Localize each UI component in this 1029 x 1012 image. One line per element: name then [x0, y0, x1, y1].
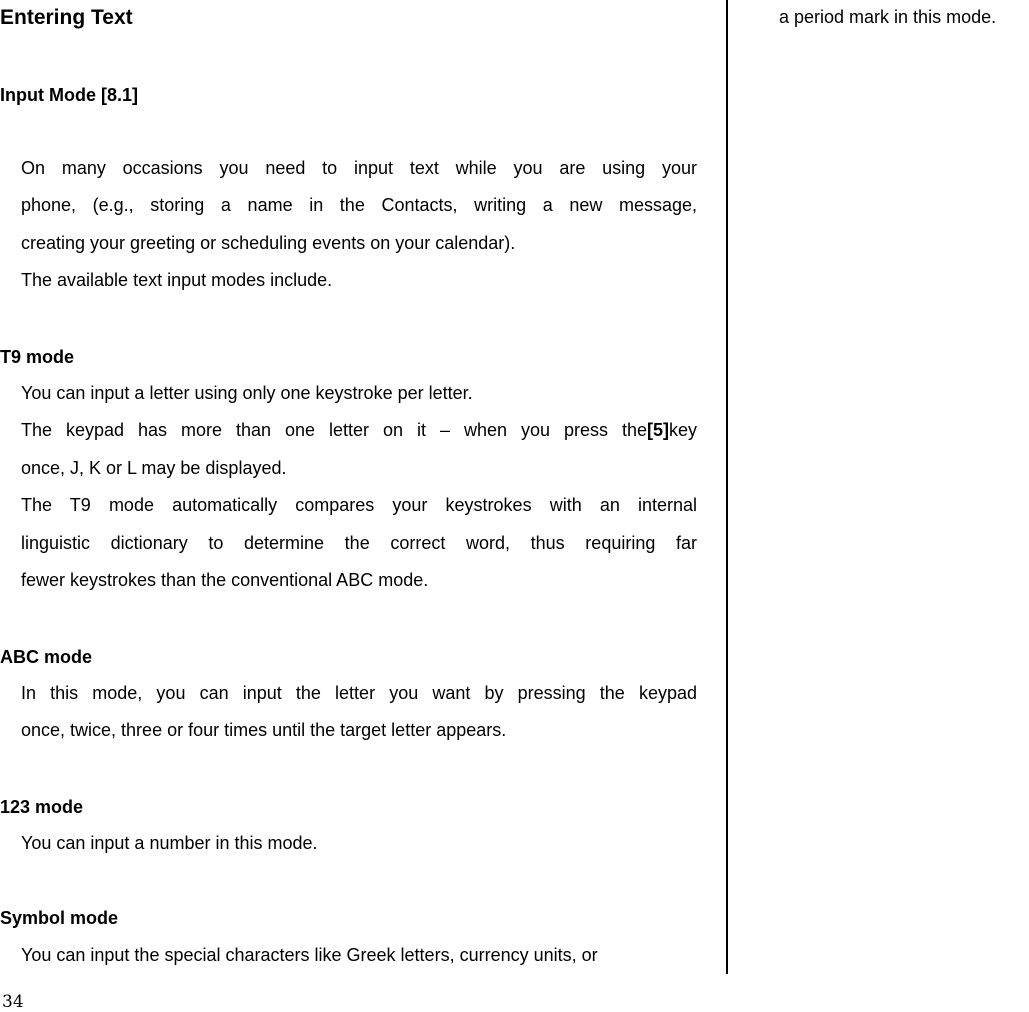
- t9-mode-body: [21, 375, 697, 599]
- input-mode-intro: [21, 150, 697, 300]
- symbol-line: You can input the special characters like Greek letters, currency units, or: [21, 945, 598, 965]
- abc-line: In this mode, you can input the letter you want by pressing the keypad: [21, 683, 697, 703]
- t9-key-line-text: The keypad has more than one letter on it – when you press the: [21, 420, 647, 441]
- num-mode-body: [21, 825, 697, 862]
- t9-line: The T9 mode automatically compares your keystrokes with an internal: [21, 495, 697, 516]
- t9-key-line: [21, 412, 697, 449]
- t9-key-line-suffix: key: [668, 420, 697, 441]
- section-title: Entering Text: [0, 6, 133, 29]
- column-divider: [726, 0, 728, 974]
- abc-line: once, twice, three or four times until the target letter appears.: [21, 720, 507, 741]
- input-mode-heading: Input Mode [8.1]: [0, 85, 138, 105]
- t9-mode-heading: T9 mode: [0, 347, 75, 367]
- key-5-label: [5]: [646, 420, 669, 441]
- num-line: You can input a number in this mode.: [21, 833, 318, 853]
- intro-line: phone, (e.g., storing a name in the Contacts, writing a new message,: [21, 195, 697, 216]
- t9-line: once, J, K or L may be displayed.: [21, 457, 287, 478]
- t9-line: fewer keystrokes than the conventional ABC mode.: [21, 570, 429, 591]
- t9-line: You can input a letter using only one keystroke per letter.: [21, 383, 473, 403]
- intro-line: creating your greeting or scheduling events on your calendar).: [21, 232, 516, 253]
- num-mode-heading: 123 mode: [0, 797, 84, 817]
- symbol-mode-continuation: a period mark in this mode.: [779, 7, 997, 27]
- symbol-mode-heading: Symbol mode: [0, 908, 119, 928]
- symbol-mode-body: [21, 937, 697, 974]
- intro-line: On many occasions you need to input text while you are using your: [21, 158, 697, 178]
- available-modes-text: The available text input modes include.: [21, 270, 333, 291]
- abc-mode-body: [21, 675, 697, 750]
- t9-line: linguistic dictionary to determine the correct word, thus requiring far: [21, 532, 697, 553]
- page-number: 34: [2, 992, 24, 1012]
- abc-mode-heading: ABC mode: [0, 647, 93, 667]
